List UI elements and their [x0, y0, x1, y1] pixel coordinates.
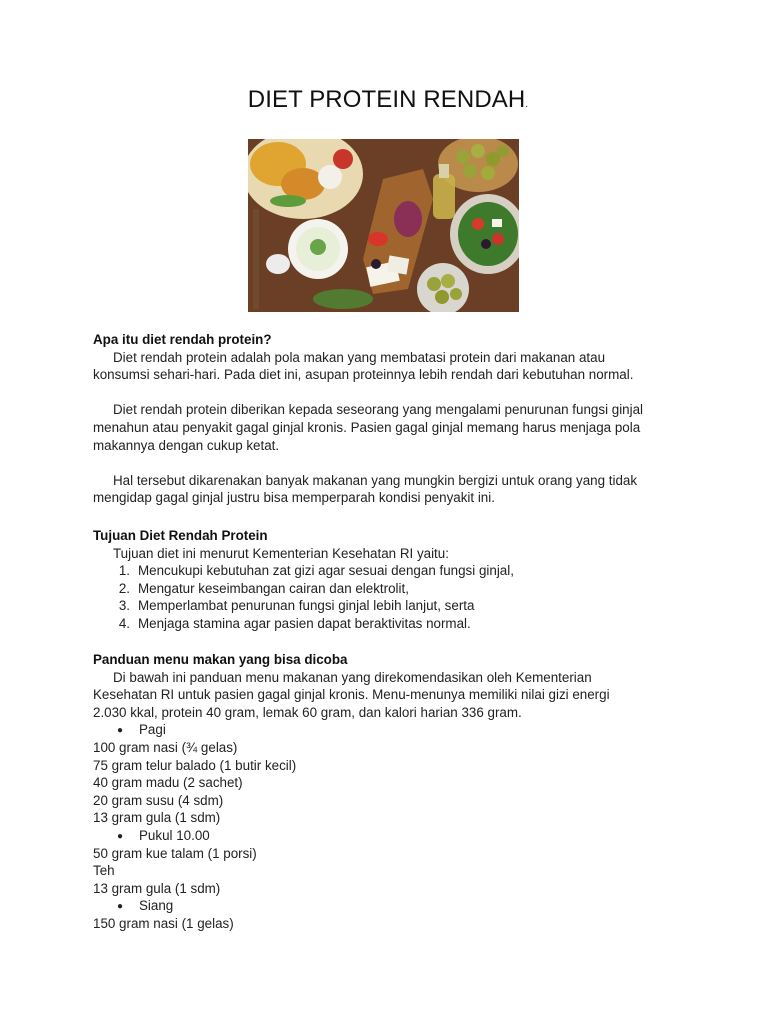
list-item: [93, 562, 693, 580]
menu-line: 13 gram gula (1 sdm): [93, 810, 221, 826]
paragraph-line: Diet rendah protein diberikan kepada seseorang yang mengalami penurunan fungsi ginjal: [113, 402, 644, 418]
paragraph-line: Di bawah ini panduan menu makanan yang direkomendasikan oleh Kementerian: [113, 669, 592, 685]
paragraph-line: 2.030 kkal, protein 40 gram, lemak 60 gram, dan kalori harian 336 gram.: [93, 704, 522, 720]
list-number: 4.: [118, 615, 130, 631]
food-photo: [248, 139, 519, 312]
bullet-text: Pukul 10.00: [139, 827, 210, 843]
list-number: 3.: [118, 598, 130, 614]
section-what-is: [93, 331, 693, 507]
document-title: [93, 86, 683, 114]
menu-line: 150 gram nasi (1 gelas): [93, 915, 234, 931]
list-item: [93, 597, 693, 615]
paragraph-line: makannya dengan cukup ketat.: [93, 437, 280, 453]
blank-line: [93, 384, 693, 402]
section-goals: [93, 527, 693, 633]
bullet-icon: ●: [117, 901, 124, 913]
section-heading: Apa itu diet rendah protein?: [93, 332, 272, 347]
bullet-icon: ●: [117, 830, 124, 842]
menu-line: 75 gram telur balado (1 butir kecil): [93, 757, 297, 773]
list-number: 1.: [118, 563, 130, 579]
menu-line: 40 gram madu (2 sachet): [93, 775, 243, 791]
section-menu-guide: [93, 651, 693, 933]
list-item-text: Menjaga stamina agar pasien dapat beraktivitas normal.: [138, 615, 471, 631]
paragraph-line: Kesehatan RI untuk pasien gagal ginjal kronis. Menu-menunya memiliki nilai gizi energi: [93, 687, 610, 703]
bullet-icon: ●: [117, 725, 124, 737]
menu-line: Teh: [93, 863, 115, 879]
paragraph-line: Diet rendah protein adalah pola makan yang membatasi protein dari makanan atau: [113, 349, 606, 365]
paragraph-line: mengidap gagal ginjal justru bisa memperparah kondisi penyakit ini.: [93, 490, 495, 506]
list-item-text: Mengatur keseimbangan cairan dan elektrolit,: [138, 580, 409, 596]
list-item-text: Memperlambat penurunan fungsi ginjal lebih lanjut, serta: [138, 598, 475, 614]
paragraph-line: Tujuan diet ini menurut Kementerian Kesehatan RI yaitu:: [113, 545, 449, 561]
section-heading: Panduan menu makan yang bisa dicoba: [93, 652, 348, 667]
menu-line: 100 gram nasi (¾ gelas): [93, 739, 238, 755]
list-item: [93, 615, 693, 633]
bullet-item: [93, 721, 693, 739]
bullet-item: [93, 897, 693, 915]
menu-line: 13 gram gula (1 sdm): [93, 880, 221, 896]
bullet-item: [93, 827, 693, 845]
list-item-text: Mencukupi kebutuhan zat gizi agar sesuai dengan fungsi ginjal,: [138, 563, 514, 579]
paragraph-line: menahun atau penyakit gagal ginjal kronis. Pasien gagal ginjal memang harus menjaga pola: [93, 419, 641, 435]
title-dot: .: [525, 99, 529, 110]
paragraph-line: konsumsi sehari-hari. Pada diet ini, asupan proteinnya lebih rendah dari kebutuhan normal.: [93, 367, 634, 383]
bullet-text: Siang: [139, 898, 174, 914]
menu-line: 20 gram susu (4 sdm): [93, 792, 224, 808]
paragraph-line: Hal tersebut dikarenakan banyak makanan yang mungkin bergizi untuk orang yang tidak: [113, 472, 638, 488]
title-text: DIET PROTEIN RENDAH: [247, 86, 526, 113]
blank-line: [93, 454, 693, 472]
bullet-text: Pagi: [139, 722, 166, 738]
list-item: [93, 580, 693, 598]
list-number: 2.: [118, 580, 130, 596]
menu-line: 50 gram kue talam (1 porsi): [93, 845, 257, 861]
section-heading: Tujuan Diet Rendah Protein: [93, 528, 268, 543]
